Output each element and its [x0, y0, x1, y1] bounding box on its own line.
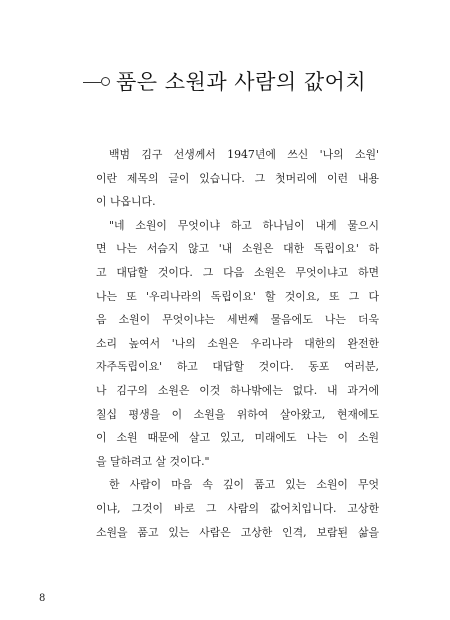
paragraph-2-line-3: 고 대답할 것이다. 그 다음 소원은 무엇이냐고 하면: [96, 265, 379, 279]
paragraph-1-line-3: 이 나옵니다.: [96, 195, 156, 209]
paragraph-3-line-1: 한 사람이 마음 속 깊이 품고 있는 소원이 무엇: [109, 478, 379, 492]
paragraph-2-line-10: 이 소원 때문에 살고 있고, 미래에도 나는 이 소원: [96, 431, 379, 445]
paragraph-2-line-5: 음 소원이 무엇이냐는 세번째 물음에도 나는 더욱: [96, 313, 379, 327]
paragraph-2-line-7: 자주독립이요' 하고 대답할 것이다. 동포 여러분,: [96, 360, 379, 374]
paragraph-2-line-2: 면 나는 서슴지 않고 '내 소원은 대한 독립이요' 하: [96, 242, 379, 256]
chapter-heading: [83, 67, 383, 97]
paragraph-2-line-11: 을 달하려고 살 것이다.": [96, 454, 210, 468]
paragraph-2-line-1: "네 소원이 무엇이냐 하고 하나님이 내게 물으시: [109, 218, 379, 232]
paragraph-2-line-9: 칠십 평생을 이 소원을 위하여 살아왔고, 현재에도: [96, 407, 379, 421]
paragraph-1-line-2: 이란 제목의 글이 있습니다. 그 첫머리에 이런 내용: [96, 171, 379, 185]
paragraph-2-line-4: 나는 또 '우리나라의 독립이요' 할 것이요, 또 그 다: [96, 289, 379, 303]
chapter-title: 품은 소원과 사람의 값어치: [116, 70, 367, 94]
paragraph-3-line-3: 소원을 품고 있는 사람은 고상한 인격, 보람된 삶을: [96, 525, 379, 539]
paragraph-2-line-8: 나 김구의 소원은 이것 하나밖에는 없다. 내 과거에: [96, 383, 379, 397]
paragraph-2-line-6: 소리 높여서 '나의 소원은 우리나라 대한의 완전한: [96, 336, 379, 350]
paragraph-3-line-2: 이냐, 그것이 바로 그 사람의 값어치입니다. 고상한: [96, 501, 379, 515]
paragraph-1-line-1: 백범 김구 선생께서 1947년에 쓰신 '나의 소원': [109, 148, 379, 161]
page-number: 8: [39, 593, 46, 604]
circle-marker-icon: [101, 77, 110, 86]
heading-rule: [83, 82, 101, 83]
body-text: [96, 143, 379, 544]
